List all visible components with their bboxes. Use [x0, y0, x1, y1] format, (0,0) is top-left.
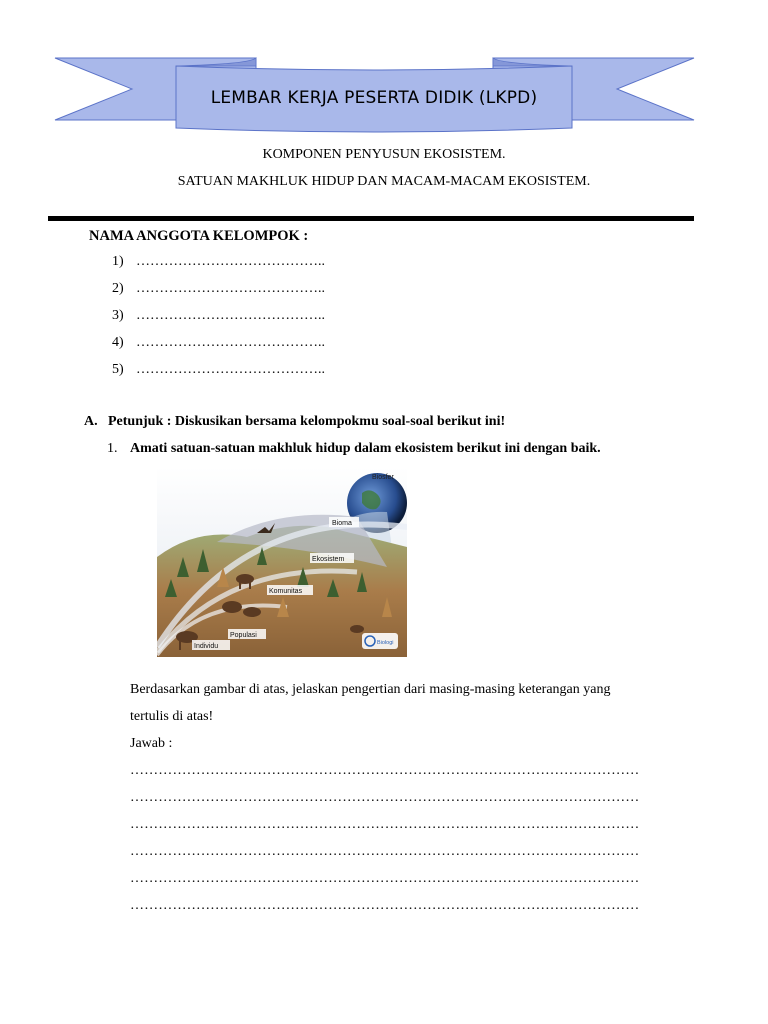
- answer-label: Jawab :: [130, 736, 173, 751]
- subtitle-components: KOMPONEN PENYUSUN EKOSISTEM.: [262, 147, 506, 162]
- ecosystem-levels-figure: [157, 467, 407, 657]
- instruction-line-1: Berdasarkan gambar di atas, jelaskan pengertian dari masing-masing keterangan yang: [130, 682, 611, 697]
- label-ekosistem: Ekosistem: [312, 556, 345, 563]
- answer-line-4[interactable]: ………………………………………………………………………………………………: [130, 844, 640, 859]
- instruction-line-2: tertulis di atas!: [130, 709, 214, 724]
- answer-line-3[interactable]: ………………………………………………………………………………………………: [130, 817, 640, 832]
- group-members-label: NAMA ANGGOTA KELOMPOK :: [89, 228, 309, 244]
- section-a-instruction: A. Petunjuk : Diskusikan bersama kelompokmu soal-soal berikut ini!: [84, 414, 506, 429]
- header-divider: [48, 216, 694, 221]
- logo-text: Biologi: [377, 640, 394, 646]
- member-line-2[interactable]: 2) …………………………………..: [112, 281, 325, 296]
- lkpd-title: LEMBAR KERJA PESERTA DIDIK (LKPD): [210, 88, 538, 108]
- member-line-5[interactable]: 5) …………………………………..: [112, 362, 325, 377]
- label-individu: Individu: [194, 643, 219, 650]
- label-populasi: Populasi: [230, 632, 257, 639]
- member-line-1[interactable]: 1) …………………………………..: [112, 254, 325, 269]
- member-line-4[interactable]: 4) …………………………………..: [112, 335, 325, 350]
- member-line-3[interactable]: 3) …………………………………..: [112, 308, 325, 323]
- label-komunitas: Komunitas: [269, 588, 303, 595]
- subtitle-units: SATUAN MAKHLUK HIDUP DAN MACAM-MACAM EKOSISTEM.: [177, 174, 591, 189]
- answer-line-2[interactable]: ………………………………………………………………………………………………: [130, 790, 640, 805]
- answer-line-6[interactable]: ………………………………………………………………………………………………: [130, 898, 640, 913]
- answer-line-5[interactable]: ………………………………………………………………………………………………: [130, 871, 640, 886]
- label-bioma: Bioma: [332, 520, 352, 527]
- question-1: 1. Amati satuan-satuan makhluk hidup dalam ekosistem berikut ini dengan baik.: [107, 441, 601, 456]
- label-biosfer: Biosfer: [372, 474, 394, 481]
- answer-line-1[interactable]: ………………………………………………………………………………………………: [130, 763, 640, 778]
